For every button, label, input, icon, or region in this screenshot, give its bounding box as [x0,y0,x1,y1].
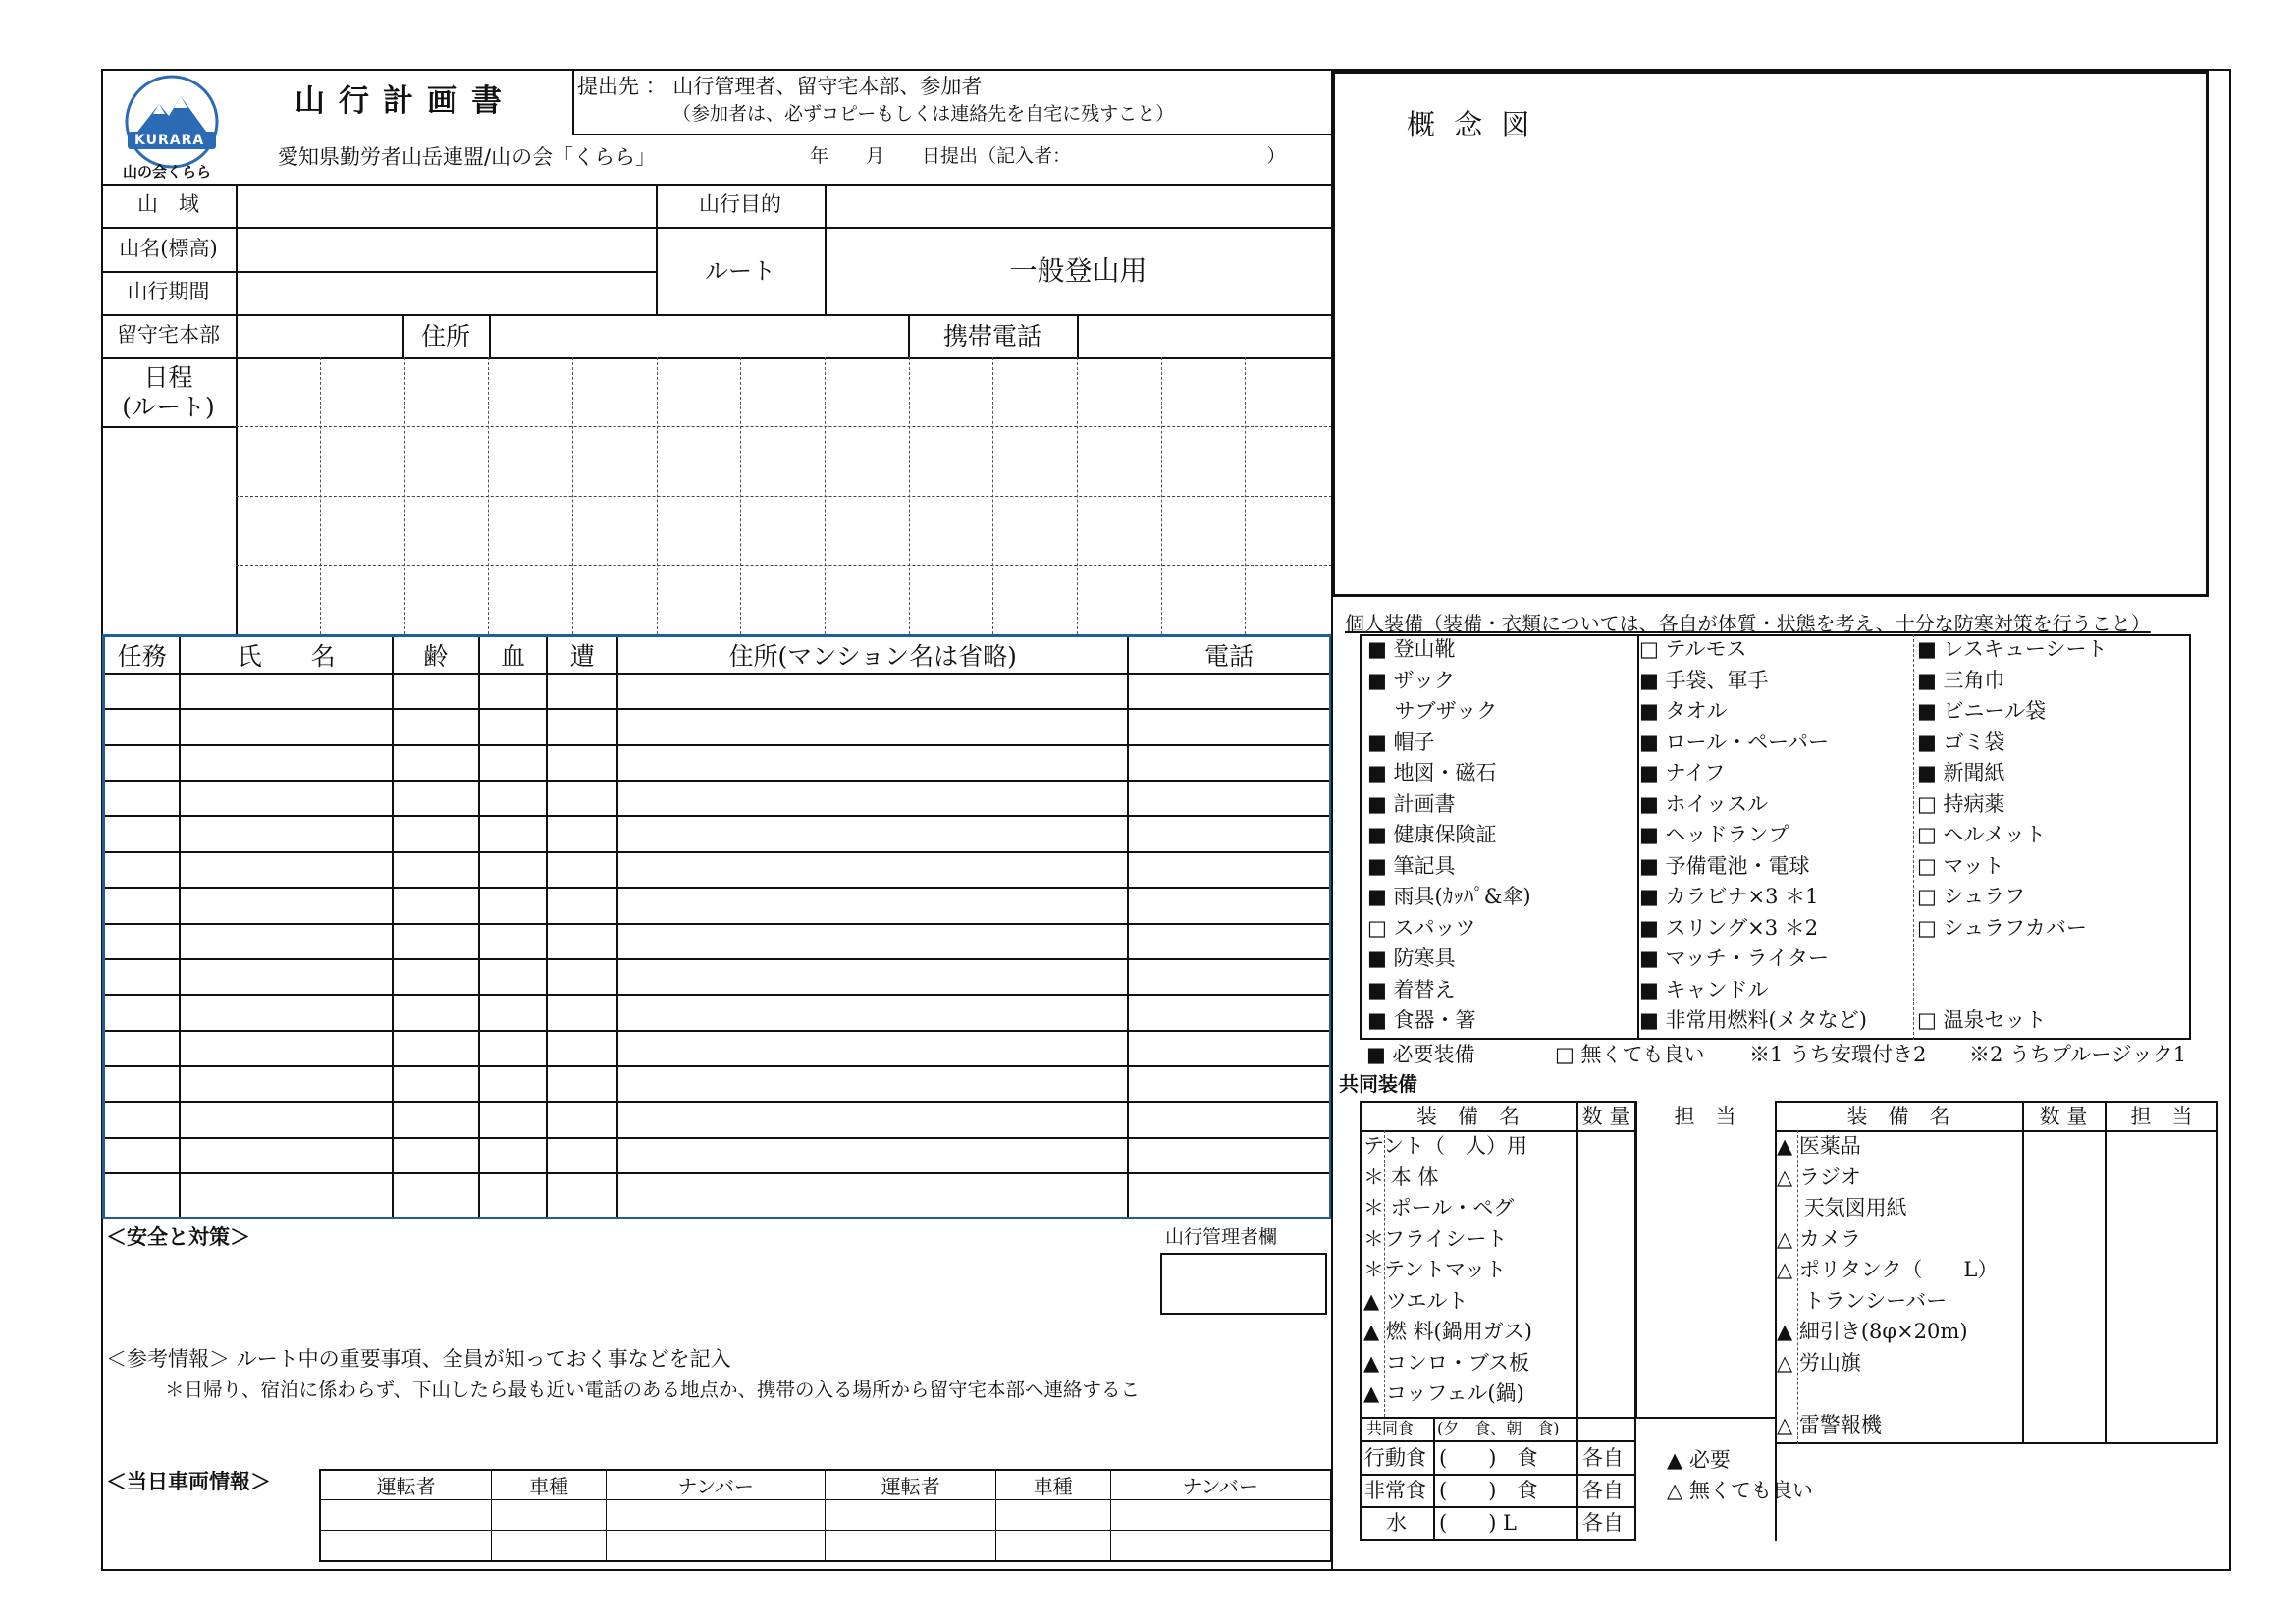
member-cell[interactable] [479,852,548,888]
member-cell[interactable] [547,924,617,959]
member-cell[interactable] [1128,888,1330,923]
member-cell[interactable] [393,1138,479,1173]
gear-item: □ テルモス [1639,637,1747,661]
member-cell[interactable] [180,1173,392,1218]
member-cell[interactable] [104,781,181,816]
member-cell[interactable] [393,709,479,744]
food-cell: ( ) L [1439,1511,1518,1535]
member-cell[interactable] [393,995,479,1030]
gear-item: ■ カラビナ×3 ＊1 [1639,885,1819,908]
label-schedule: 日程 [143,363,193,392]
member-cell[interactable] [1128,674,1330,709]
member-cell[interactable] [617,1138,1128,1173]
shared-gear-item: ▲ ツエルト [1363,1288,1468,1313]
logo-caption: 山の会くらら [123,163,212,181]
date-line: 年 月 日提出（記入者： ） [810,145,1286,167]
shared-head-qty: 数 量 [1581,1105,1630,1128]
member-cell[interactable] [104,1138,181,1173]
member-cell[interactable] [180,995,392,1030]
member-cell[interactable] [180,1066,392,1102]
shared-gear-item: △ 雷警報機 [1777,1412,1882,1436]
member-cell[interactable] [104,709,181,744]
member-header-5: 住所(マンション名は省略) [617,636,1128,675]
shared-legend-optional: △ 無くても良い [1667,1479,1813,1502]
gear-item: ■ キャンドル [1639,977,1769,1001]
member-cell[interactable] [617,959,1128,995]
member-cell[interactable] [180,674,392,709]
gear-item: ■ 着替え [1367,977,1456,1001]
concept-title: 概 念 図 [1407,108,1535,141]
member-cell[interactable] [617,888,1128,923]
member-row[interactable] [104,995,1331,1030]
member-cell[interactable] [1128,1173,1330,1218]
member-table [102,634,1332,1219]
vehicle-header-5: ナンバー [1110,1470,1331,1500]
org-name: 愛知県勤労者山岳連盟/山の会「くらら」 [278,145,657,169]
member-cell[interactable] [104,745,181,781]
gear-item: □ ヘルメット [1917,823,2046,846]
member-cell[interactable] [104,1173,181,1218]
member-cell[interactable] [393,781,479,816]
member-cell[interactable] [393,816,479,851]
member-cell[interactable] [393,852,479,888]
shared-gear-item: ▲ 燃 料(鍋用ガス) [1363,1320,1532,1343]
shared-gear-item [1771,1379,2021,1410]
member-cell[interactable] [393,1173,479,1218]
member-cell[interactable] [104,924,181,959]
member-cell[interactable] [479,816,548,851]
gear-item: ■ 防寒具 [1367,947,1456,970]
member-cell[interactable] [479,1066,548,1102]
submit-line1: 提出先 ： 山行管理者、留守宅本部、参加者 [577,75,983,98]
member-cell[interactable] [393,745,479,781]
member-cell[interactable] [180,709,392,744]
gear-item: ■ ナイフ [1639,761,1726,785]
member-cell[interactable] [1128,959,1330,995]
member-cell[interactable] [479,959,548,995]
reference-title: ＜参考情報＞ ルート中の重要事項、全員が知っておく事などを記入 [106,1347,731,1371]
label-purpose: 山行目的 [699,192,781,216]
food-cell: 非常食 [1364,1479,1426,1502]
shared-head-owner2: 担 当 [2130,1105,2193,1128]
member-cell[interactable] [1128,1066,1330,1102]
shared-legend-required: ▲ 必要 [1667,1448,1731,1472]
member-row[interactable] [104,1138,1331,1173]
legend-note2: ※2 うちプルージック1 [1969,1043,2187,1066]
member-cell[interactable] [479,995,548,1030]
label-area: 山 域 [137,192,199,216]
member-cell[interactable] [617,852,1128,888]
member-cell[interactable] [479,709,548,744]
member-cell[interactable] [104,1031,181,1066]
vehicle-header-3: 運転者 [826,1470,995,1500]
member-cell[interactable] [617,995,1128,1030]
shared-title: 共同装備 [1339,1072,1417,1096]
member-cell[interactable] [1128,709,1330,744]
shared-gear-item: ▲ 医薬品 [1777,1134,1861,1158]
gear-item [1911,944,2189,975]
member-cell[interactable] [1128,1102,1330,1137]
food-meals: (夕 食、朝 食) [1437,1419,1560,1437]
member-header-1: 氏 名 [180,636,392,675]
submit-line2: （参加者は、必ずコピーもしくは連絡先を自宅に残すこと） [672,103,1175,125]
member-row[interactable] [104,959,1331,995]
member-cell[interactable] [479,1138,548,1173]
member-row[interactable] [104,1102,1331,1137]
member-cell[interactable] [393,959,479,995]
label-route: ルート [705,257,775,285]
personal-gear-col1 [1362,634,1636,1037]
shared-gear-right [1771,1131,2021,1440]
concept-box[interactable] [1332,71,2209,597]
member-row[interactable] [104,852,1331,888]
food-cell: ( ) 食 [1439,1479,1538,1502]
member-cell[interactable] [547,781,617,816]
member-cell[interactable] [617,1031,1128,1066]
gear-item: ■ マッチ・ライター [1639,947,1830,970]
member-cell[interactable] [479,924,548,959]
member-cell[interactable] [180,852,392,888]
member-cell[interactable] [617,924,1128,959]
label-period: 山行期間 [127,280,210,303]
member-cell[interactable] [617,781,1128,816]
member-cell[interactable] [479,745,548,781]
member-row[interactable] [104,674,1331,709]
member-row[interactable] [104,709,1331,744]
gear-item: ■ 計画書 [1367,791,1456,816]
member-cell[interactable] [393,1102,479,1137]
member-cell[interactable] [104,674,181,709]
member-cell[interactable] [1128,781,1330,816]
member-row[interactable] [104,781,1331,816]
member-cell[interactable] [547,674,617,709]
member-cell[interactable] [1128,1031,1330,1066]
gear-item: ■ 手袋、軍手 [1639,668,1769,692]
member-cell[interactable] [479,1173,548,1218]
gear-item: ■ タオル [1639,699,1728,723]
shared-head-name2: 装 備 名 [1846,1105,1950,1128]
vehicle-table [319,1469,1332,1562]
food-cell: 各自 [1582,1479,1624,1502]
member-cell[interactable] [393,888,479,923]
member-cell[interactable] [547,1066,617,1102]
member-cell[interactable] [547,816,617,851]
shared-gear-item: テント（ 人）用 [1363,1134,1527,1158]
member-cell[interactable] [617,709,1128,744]
member-row[interactable] [104,1066,1331,1102]
personal-gear-col2 [1633,634,1911,1037]
vehicle-header-4: 車種 [995,1470,1110,1500]
food-cell: 行動食 [1364,1446,1426,1470]
member-cell[interactable] [547,1031,617,1066]
member-cell[interactable] [617,674,1128,709]
member-cell[interactable] [1128,745,1330,781]
member-cell[interactable] [617,1066,1128,1102]
shared-gear-item: ＊ 本 体 [1363,1164,1439,1189]
gear-item: ■ 食器・箸 [1367,1008,1476,1032]
member-cell[interactable] [180,924,392,959]
reference-note: ＊日帰り、宿泊に係わらず、下山したら最も近い電話のある地点か、携帯の入る場所から留守宅本部へ連絡するこ [165,1379,1140,1401]
route-value: 一般登山用 [1009,254,1148,287]
member-cell[interactable] [1128,995,1330,1030]
gear-item: □ シュラフ [1917,885,2026,908]
vehicle-header-1: 車種 [492,1470,607,1500]
member-cell[interactable] [1128,924,1330,959]
gear-item: ■ 三角巾 [1917,668,2005,692]
gear-item: ■ 健康保険証 [1367,823,1497,846]
member-row[interactable] [104,1173,1331,1218]
member-header-2: 齢 [393,636,479,675]
member-cell[interactable] [617,1173,1128,1218]
gear-item: ■ ヘッドランプ [1639,823,1789,846]
shared-gear-item: トランシーバー [1777,1288,1948,1313]
food-cell: 水 [1386,1511,1407,1535]
gear-item: □ 持病薬 [1917,791,2005,816]
shared-gear-item: ▲ 細引き(8φ×20m) [1777,1320,1968,1343]
gear-item: ■ 登山靴 [1367,637,1456,661]
member-cell[interactable] [393,674,479,709]
gear-item: ■ ロール・ペーパー [1639,730,1830,754]
shared-head-name: 装 備 名 [1416,1105,1520,1128]
gear-item: ■ 予備電池・電球 [1639,853,1810,878]
member-header-6: 電話 [1128,636,1330,675]
label-address: 住所 [420,322,470,351]
legend-note1: ※1 うち安環付き2 [1749,1043,1927,1066]
gear-item: ■ ホイッスル [1639,791,1769,816]
member-cell[interactable] [1128,852,1330,888]
vehicle-header-0: 運転者 [320,1470,492,1500]
shared-gear-item: ＊フライシート [1363,1226,1508,1251]
member-cell[interactable] [180,1031,392,1066]
member-cell[interactable] [104,816,181,851]
shared-gear-left [1358,1131,1575,1410]
member-row[interactable] [104,816,1331,851]
member-cell[interactable] [393,1031,479,1066]
gear-item: ■ 非常用燃料(メタなど) [1639,1008,1867,1032]
member-cell[interactable] [547,745,617,781]
gear-item: □ 温泉セット [1917,1008,2047,1032]
member-cell[interactable] [479,1102,548,1137]
member-row[interactable] [104,1031,1331,1066]
gear-item: □ スパッツ [1367,915,1476,940]
gear-item: ■ ザック [1367,668,1456,692]
member-cell[interactable] [180,888,392,923]
member-cell[interactable] [104,995,181,1030]
food-cell: 各自 [1582,1511,1624,1535]
gear-item [1911,975,2189,1006]
gear-item: ■ 新聞紙 [1917,761,2005,785]
gear-item: ■ ゴミ袋 [1917,730,2005,754]
member-cell[interactable] [104,852,181,888]
member-cell[interactable] [393,1066,479,1102]
member-header-0: 任務 [104,636,181,675]
member-cell[interactable] [617,745,1128,781]
gear-item: ■ スリング×3 ＊2 [1639,915,1819,940]
member-cell[interactable] [479,888,548,923]
member-cell[interactable] [617,1102,1128,1137]
member-cell[interactable] [1128,816,1330,851]
shared-head-owner: 担 当 [1674,1105,1736,1128]
label-schedule-sub: (ルート) [122,393,215,421]
gear-item: サブザック [1367,699,1498,723]
gear-item: ■ ビニール袋 [1917,699,2047,723]
shared-gear-item: △ ラジオ [1777,1164,1861,1189]
shared-gear-item: ＊ ポール・ペグ [1363,1196,1515,1219]
member-cell[interactable] [547,709,617,744]
personal-gear-col3 [1911,634,2189,1037]
member-cell[interactable] [547,995,617,1030]
gear-item: ■ 帽子 [1367,730,1435,754]
member-cell[interactable] [547,888,617,923]
gear-item: ■ 雨具(ｶｯﾊﾟ&傘) [1367,885,1531,908]
safety-title: ＜安全と対策＞ [106,1225,250,1249]
shared-head-qty2: 数 量 [2039,1105,2088,1128]
page-title: 山行計画書 [294,83,515,119]
label-mountain: 山名(標高) [119,237,218,260]
vehicle-header-2: ナンバー [606,1470,826,1500]
member-cell[interactable] [547,1173,617,1218]
member-cell[interactable] [180,1102,392,1137]
member-cell[interactable] [479,781,548,816]
member-header-4: 遭 [547,636,617,675]
vehicle-title: ＜当日車両情報＞ [106,1470,271,1493]
member-cell[interactable] [547,1138,617,1173]
shared-gear-item: △ カメラ [1777,1226,1861,1251]
label-home: 留守宅本部 [117,323,220,347]
gear-item: ■ レスキューシート [1917,637,2108,661]
food-label: 共同食 [1366,1419,1415,1437]
member-cell[interactable] [547,959,617,995]
kurara-logo [118,75,226,183]
member-cell[interactable] [180,781,392,816]
member-row[interactable] [104,745,1331,781]
personal-title: 個人装備（装備・衣類については、各自が体質・状態を考え、十分な防寒対策を行うこと） [1345,612,2151,635]
shared-gear-item: ▲ コンロ・ブス板 [1363,1350,1529,1375]
shared-gear-item: △ ポリタンク（ L） [1777,1258,1999,1281]
member-cell[interactable] [180,816,392,851]
member-cell[interactable] [479,1031,548,1066]
member-row[interactable] [104,924,1331,959]
member-header-3: 血 [479,636,548,675]
legend-optional: □ 無くても良い [1555,1043,1705,1066]
shared-gear-item: ＊テントマット [1363,1258,1507,1281]
member-cell[interactable] [104,1066,181,1102]
member-cell[interactable] [617,816,1128,851]
member-cell[interactable] [104,959,181,995]
member-cell[interactable] [547,852,617,888]
member-cell[interactable] [180,959,392,995]
member-cell[interactable] [547,1102,617,1137]
manager-label: 山行管理者欄 [1165,1226,1278,1248]
shared-gear-item: ▲ コッフェル(鍋) [1363,1381,1524,1405]
member-cell[interactable] [104,1102,181,1137]
member-cell[interactable] [479,674,548,709]
gear-item: ■ 筆記具 [1367,853,1456,878]
legend-required: ■ 必要装備 [1366,1043,1475,1066]
logo-text: KURARA [134,133,205,148]
member-row[interactable] [104,888,1331,923]
label-mobile: 携帯電話 [942,322,1041,351]
member-cell[interactable] [180,745,392,781]
member-cell[interactable] [393,924,479,959]
gear-item: □ マット [1917,853,2004,878]
gear-item: ■ 地図・磁石 [1367,761,1497,785]
manager-box[interactable] [1160,1253,1327,1315]
shared-gear-item: 天気図用紙 [1777,1196,1907,1219]
food-cell: 各自 [1582,1446,1624,1470]
shared-gear-item: △ 労山旗 [1777,1350,1861,1375]
member-cell[interactable] [104,888,181,923]
member-cell[interactable] [1128,1138,1330,1173]
food-cell: ( ) 食 [1439,1446,1538,1470]
gear-item: □ シュラフカバー [1917,915,2087,940]
member-cell[interactable] [180,1138,392,1173]
